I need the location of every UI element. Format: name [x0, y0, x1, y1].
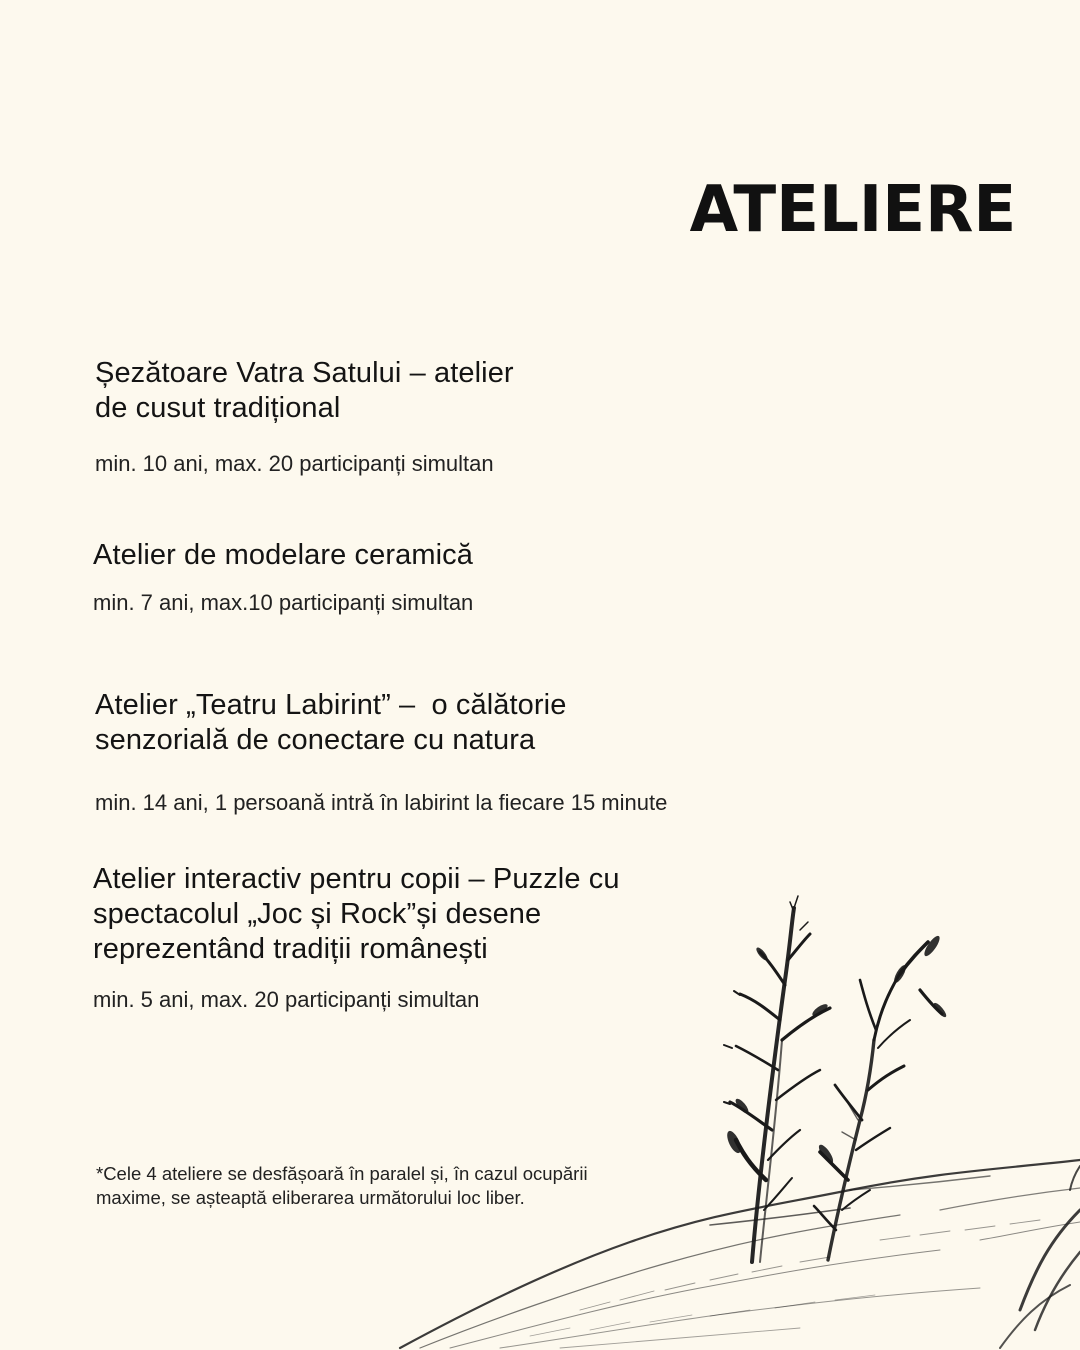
- footnote-line: maxime, se așteaptă eliberarea următorului loc liber.: [96, 1187, 525, 1208]
- workshop-title: [95, 688, 635, 758]
- footnote-line: *Cele 4 ateliere se desfășoară în paralel și, în cazul ocupării: [96, 1163, 588, 1184]
- workshop-title-line: senzorială de conectare cu natura: [95, 724, 536, 756]
- workshop-info: min. 5 ani, max. 20 participanți simultan: [93, 987, 480, 1012]
- workshop-info: min. 7 ani, max.10 participanți simultan: [93, 590, 474, 615]
- workshop-title: [95, 356, 615, 426]
- grass-sketch-illustration: [380, 890, 1080, 1350]
- workshop-info: min. 10 ani, max. 20 participanți simultan: [95, 451, 494, 476]
- workshop-item-ceramica: [93, 538, 783, 617]
- workshop-title-line: reprezentând tradiții românești: [93, 933, 488, 965]
- workshop-title-line: Atelier de modelare ceramică: [93, 539, 473, 571]
- workshop-title-line: Șezătoare Vatra Satului – atelier: [95, 357, 514, 389]
- workshop-item-teatru-labirint: [95, 688, 668, 817]
- workshop-title-line: spectacolul „Joc și Rock”și desene: [93, 898, 542, 930]
- workshop-title-line: Atelier interactiv pentru copii – Puzzle cu: [93, 863, 620, 895]
- workshop-title: [93, 538, 783, 573]
- workshop-info: min. 14 ani, 1 persoană intră în labirint la fiecare 15 minute: [95, 790, 668, 815]
- workshop-item-sezatoare: [95, 356, 615, 478]
- workshop-title-line: Atelier „Teatru Labirint” – o călătorie: [95, 689, 567, 721]
- workshop-title-line: de cusut tradițional: [95, 392, 341, 424]
- page-title: ATELIERE: [689, 173, 1016, 247]
